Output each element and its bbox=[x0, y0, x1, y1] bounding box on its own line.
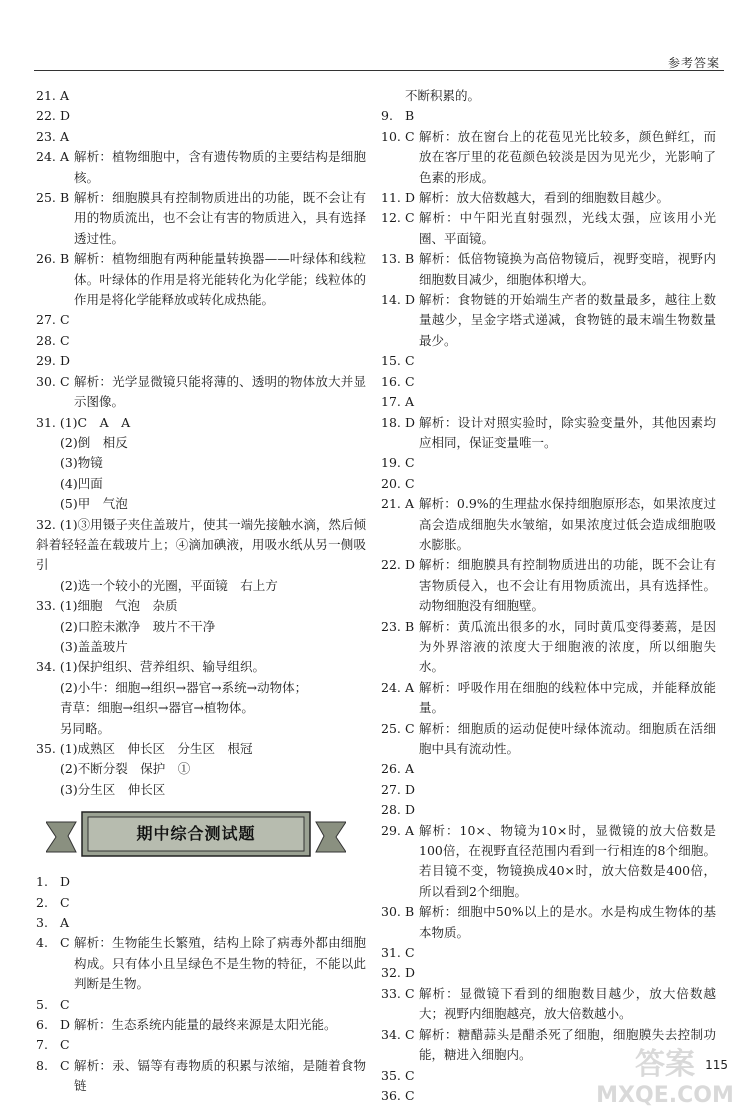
question-number: 8. bbox=[36, 1057, 48, 1073]
answer-letter: C bbox=[405, 353, 415, 369]
watermark-logo bbox=[590, 1040, 740, 1110]
answer-letter: C bbox=[60, 1037, 70, 1053]
continued-line: 不断积累的。 bbox=[405, 88, 481, 103]
answer-letter: D bbox=[405, 557, 416, 573]
answer-explanation: 解析：糖醋蒜头是醋杀死了细胞，细胞膜失去控制功能，糖进入细胞内。 bbox=[419, 1026, 716, 1063]
answer-item bbox=[36, 86, 366, 106]
answer-explanation bbox=[419, 351, 716, 371]
question-number: 24. bbox=[381, 679, 401, 695]
question-number: 30. bbox=[36, 373, 56, 389]
question-number: 26. bbox=[36, 251, 56, 267]
question-number: 18. bbox=[381, 414, 401, 430]
right-answer-list bbox=[381, 106, 716, 1106]
answer-item bbox=[381, 902, 716, 943]
answer-explanation bbox=[74, 106, 366, 126]
answer-letter: A bbox=[405, 496, 415, 512]
answer-line: 35. (1)成熟区 伸长区 分生区 根冠 bbox=[36, 741, 253, 756]
answer-letter: A bbox=[405, 394, 415, 410]
answer-explanation: 解析：放大倍数越大，看到的细胞数目越少。 bbox=[419, 190, 670, 206]
left-answer-list bbox=[36, 86, 366, 413]
svg-text:MXQE.COM: MXQE.COM bbox=[596, 1083, 734, 1108]
question-number: 9. bbox=[381, 108, 393, 124]
answer-letter: A bbox=[60, 915, 70, 931]
q33-block bbox=[36, 596, 366, 657]
question-number: 10. bbox=[381, 128, 401, 144]
question-number: 25. bbox=[36, 190, 56, 206]
question-number: 27. bbox=[36, 312, 56, 328]
answer-subline: (2)口腔未漱净 玻片不干净 bbox=[60, 618, 216, 634]
question-number: 26. bbox=[381, 761, 401, 777]
question-number: 29. bbox=[36, 353, 56, 369]
answer-explanation: 解析：植物细胞中，含有遗传物质的主要结构是细胞核。 bbox=[74, 149, 366, 185]
answer-item bbox=[36, 188, 366, 249]
answer-explanation: 解析：生态系统内能量的最终来源是太阳光能。 bbox=[74, 1017, 337, 1033]
answer-explanation bbox=[74, 351, 366, 371]
answer-item bbox=[381, 494, 716, 555]
question-number: 19. bbox=[381, 455, 401, 471]
question-number: 21. bbox=[381, 496, 401, 512]
answer-letter: D bbox=[405, 190, 416, 206]
answer-item bbox=[381, 127, 716, 188]
answer-explanation: 解析：黄瓜流出很多的水，同时黄瓜变得萎蔫，是因为外界溶液的浓度大于细胞液的浓度，所以细胞失水。 bbox=[419, 618, 716, 675]
answer-item bbox=[36, 872, 366, 892]
answer-item bbox=[36, 127, 366, 147]
question-number: 22. bbox=[381, 557, 401, 573]
question-number: 2. bbox=[36, 894, 48, 910]
answer-item bbox=[36, 372, 366, 413]
answer-item bbox=[381, 780, 716, 800]
answer-letter: A bbox=[60, 128, 70, 144]
question-number: 33. bbox=[381, 985, 401, 1001]
answer-explanation: 解析：食物链的开始端生产者的数量最多，越往上数量越少，呈金字塔式递减，食物链的最末端生物数量最少。 bbox=[419, 292, 716, 348]
question-number: 11. bbox=[381, 190, 401, 206]
question-number: 13. bbox=[381, 251, 401, 267]
answer-explanation bbox=[419, 963, 716, 983]
q35-block bbox=[36, 739, 366, 800]
answer-line: 33. (1)细胞 气泡 杂质 bbox=[36, 598, 178, 614]
question-number: 22. bbox=[36, 108, 56, 124]
answer-letter: C bbox=[60, 894, 70, 910]
answer-item bbox=[381, 800, 716, 820]
answer-subline: (2)倒 相反 bbox=[60, 434, 128, 450]
answer-explanation: 解析：0.9%的生理盐水保持细胞原形态，如果浓度过高会造成细胞失水皱缩，如果浓度过低会造成细胞吸水膨胀。 bbox=[419, 496, 716, 552]
question-number: 27. bbox=[381, 781, 401, 797]
answer-explanation: 解析：细胞膜具有控制物质进出的功能，既不会让有害物质侵入，也不会让有用物质流出，具有选择性。动物细胞没有细胞壁。 bbox=[419, 557, 716, 614]
answer-letter: D bbox=[60, 1017, 71, 1033]
answer-explanation: 解析：显微镜下看到的细胞数目越少，放大倍数越大；视野内细胞越亮，放大倍数越小。 bbox=[419, 985, 716, 1022]
answer-subline: (5)甲 气泡 bbox=[60, 496, 128, 512]
answer-item bbox=[381, 208, 716, 249]
answer-subline: (2)选一个较小的光圈，平面镜 右上方 bbox=[60, 577, 278, 593]
answer-letter: C bbox=[60, 373, 70, 389]
answer-letter: C bbox=[60, 312, 70, 328]
answer-item bbox=[381, 453, 716, 473]
answer-item bbox=[36, 310, 366, 330]
answer-item bbox=[36, 913, 366, 933]
question-number: 24. bbox=[36, 149, 56, 165]
question-number: 20. bbox=[381, 475, 401, 491]
answer-letter: C bbox=[405, 1026, 415, 1042]
answer-explanation bbox=[419, 392, 716, 412]
question-number: 23. bbox=[36, 128, 56, 144]
question-number: 31. bbox=[381, 945, 401, 961]
question-number: 3. bbox=[36, 915, 48, 931]
answer-explanation bbox=[419, 759, 716, 779]
answer-explanation: 解析：光学显微镜只能将薄的、透明的物体放大并显示图像。 bbox=[74, 373, 366, 410]
question-number: 30. bbox=[381, 904, 401, 920]
answer-letter: C bbox=[405, 475, 415, 491]
answer-letter: D bbox=[60, 874, 71, 890]
answer-letter: B bbox=[60, 251, 70, 267]
question-number: 34. bbox=[381, 1026, 401, 1042]
answer-letter: D bbox=[405, 781, 416, 797]
question-number: 1. bbox=[36, 874, 48, 890]
answer-explanation bbox=[419, 780, 716, 800]
answer-letter: C bbox=[60, 332, 70, 348]
answer-item bbox=[381, 392, 716, 412]
question-number: 7. bbox=[36, 1037, 48, 1053]
answer-letter: D bbox=[405, 292, 416, 308]
answer-explanation bbox=[74, 127, 366, 147]
question-number: 36. bbox=[381, 1087, 401, 1103]
question-number: 15. bbox=[381, 353, 401, 369]
answer-item bbox=[36, 331, 366, 351]
answer-item bbox=[381, 413, 716, 454]
right-column bbox=[381, 86, 716, 1106]
answer-subline: (4)凹面 bbox=[60, 475, 103, 491]
answer-explanation: 解析：生物能生长繁殖，结构上除了病毒外都由细胞构成。只有体小且呈绿色不是生物的特征，不能以此判断是生物。 bbox=[74, 935, 366, 992]
answer-item bbox=[381, 188, 716, 208]
answer-explanation: 解析：中午阳光直射强烈，光线太强，应该用小光圈、平面镜。 bbox=[419, 210, 716, 246]
answer-item bbox=[381, 351, 716, 371]
svg-text:答案: 答案 bbox=[635, 1047, 695, 1082]
answer-item bbox=[36, 147, 366, 188]
answer-subline: (3)物镜 bbox=[60, 455, 103, 471]
page-header-title: 参考答案 bbox=[667, 56, 720, 70]
answer-letter: D bbox=[405, 802, 416, 818]
answer-explanation: 解析：细胞质的运动促使叶绿体流动。细胞质在活细胞中具有流动性。 bbox=[419, 720, 716, 756]
question-number: 35. bbox=[381, 1067, 401, 1083]
answer-letter: C bbox=[60, 935, 70, 951]
answer-line: 31. (1)C A A bbox=[36, 414, 131, 430]
answer-letter: A bbox=[405, 822, 415, 838]
answer-letter: A bbox=[60, 88, 70, 103]
answer-item bbox=[36, 995, 366, 1015]
answer-letter: A bbox=[60, 149, 70, 165]
answer-item bbox=[381, 759, 716, 779]
answer-letter: B bbox=[405, 904, 415, 920]
answer-item bbox=[381, 984, 716, 1025]
q34-block bbox=[36, 657, 366, 739]
answer-explanation bbox=[74, 331, 366, 351]
left-column bbox=[36, 86, 366, 1097]
answer-item bbox=[381, 719, 716, 760]
answer-letter: A bbox=[405, 761, 415, 777]
page-number: 115 bbox=[705, 1058, 728, 1072]
answer-explanation: 解析：设计对照实验时，除实验变量外，其他因素均应相同，保证变量唯一。 bbox=[419, 414, 716, 450]
answer-letter: C bbox=[405, 373, 415, 389]
question-number: 5. bbox=[36, 996, 48, 1012]
answer-letter: B bbox=[405, 251, 415, 267]
answer-item bbox=[36, 1035, 366, 1055]
answer-explanation: 解析：植物细胞有两种能量转换器——叶绿体和线粒体。叶绿体的作用是将光能转化为化学能；线粒体的作用是将化学能释放或转化成热能。 bbox=[74, 251, 366, 308]
answer-explanation bbox=[74, 893, 366, 913]
answer-explanation: 解析：呼吸作用在细胞的线粒体中完成，并能释放能量。 bbox=[419, 679, 716, 716]
answer-item bbox=[381, 617, 716, 678]
answer-letter: D bbox=[405, 965, 416, 981]
answer-letter: C bbox=[405, 210, 415, 226]
answer-item bbox=[381, 678, 716, 719]
answer-explanation bbox=[74, 995, 366, 1015]
answer-line: 34. (1)保护组织、营养组织、输导组织。 bbox=[36, 659, 266, 675]
answer-explanation: 解析：放在窗台上的花苞见光比较多，颜色鲜红，而放在客厅里的花苞颜色较淡是因为见光少，光影响了色素的形成。 bbox=[419, 128, 716, 185]
section-banner-title: 期中综合测试题 bbox=[136, 824, 256, 844]
answer-letter: B bbox=[405, 108, 415, 124]
answer-item bbox=[36, 1056, 366, 1097]
answer-explanation bbox=[419, 372, 716, 392]
answer-explanation: 解析：细胞膜具有控制物质进出的功能，既不会让有用的物质流出，也不会让有害的物质进入，具有选择透过性。 bbox=[74, 190, 366, 246]
answer-explanation: 解析：细胞中50%以上的是水。水是构成生物体的基本物质。 bbox=[419, 904, 716, 940]
answer-subline: (3)分生区 伸长区 bbox=[60, 781, 166, 797]
answer-letter: D bbox=[405, 414, 416, 430]
answer-item bbox=[381, 943, 716, 963]
answer-item bbox=[36, 106, 366, 126]
answer-letter: C bbox=[405, 945, 415, 961]
answer-item bbox=[381, 555, 716, 616]
answer-letter: C bbox=[405, 1067, 415, 1083]
question-number: 14. bbox=[381, 292, 401, 308]
midterm-answer-list bbox=[36, 872, 366, 1096]
answer-explanation bbox=[419, 474, 716, 494]
answer-item bbox=[36, 249, 366, 310]
answer-letter: C bbox=[405, 720, 415, 736]
header-rule bbox=[34, 70, 724, 71]
answer-explanation: 解析：汞、镉等有毒物质的积累与浓缩，是随着食物链 bbox=[74, 1057, 366, 1094]
answer-explanation: 解析：低倍物镜换为高倍物镜后，视野变暗，视野内细胞数目减少，细胞体积增大。 bbox=[419, 251, 716, 287]
answer-subline: (2)不断分裂 保护 ① bbox=[60, 761, 191, 777]
answer-explanation bbox=[74, 86, 366, 106]
answer-explanation: 解析：10×、物镜为10×时，显微镜的放大倍数是100倍，在视野直径范围内看到一行相连的8个细胞。若目镜不变，物镜换成40×时，放大倍数是400倍，所以看到2个细胞。 bbox=[419, 822, 716, 899]
question-number: 23. bbox=[381, 618, 401, 634]
answer-item bbox=[381, 821, 716, 903]
question-number: 6. bbox=[36, 1017, 48, 1033]
answer-explanation bbox=[419, 943, 716, 963]
question-number: 4. bbox=[36, 935, 48, 951]
answer-letter: B bbox=[405, 618, 415, 634]
question-number: 28. bbox=[381, 802, 401, 818]
answer-letter: D bbox=[60, 108, 71, 124]
answer-letter: C bbox=[405, 128, 415, 144]
answer-letter: A bbox=[405, 679, 415, 695]
answer-subline: (3)盖盖玻片 bbox=[60, 638, 128, 654]
answer-explanation bbox=[74, 310, 366, 330]
answer-explanation bbox=[419, 453, 716, 473]
answer-item bbox=[381, 474, 716, 494]
answer-letter: C bbox=[405, 455, 415, 471]
answer-item bbox=[381, 963, 716, 983]
answer-letter: C bbox=[405, 1087, 415, 1103]
answer-letter: D bbox=[60, 353, 71, 369]
section-banner bbox=[46, 808, 346, 862]
answer-explanation bbox=[74, 913, 366, 933]
answer-item bbox=[36, 1015, 366, 1035]
answer-explanation bbox=[74, 1035, 366, 1055]
answer-explanation bbox=[74, 872, 366, 892]
answer-letter: C bbox=[60, 996, 70, 1012]
answer-subline: 青草：细胞→组织→器官→植物体。 bbox=[60, 700, 254, 716]
question-number: 17. bbox=[381, 394, 401, 410]
q32-block bbox=[36, 515, 366, 597]
answer-explanation bbox=[419, 106, 716, 126]
question-number: 21. bbox=[36, 88, 56, 103]
answer-subline: 另同略。 bbox=[60, 720, 111, 736]
q31-block bbox=[36, 413, 366, 515]
answer-item bbox=[381, 372, 716, 392]
question-number: 29. bbox=[381, 822, 401, 838]
question-number: 32. bbox=[381, 965, 401, 981]
answer-letter: C bbox=[405, 985, 415, 1001]
answer-letter: C bbox=[60, 1057, 70, 1073]
answer-letter: B bbox=[60, 190, 70, 206]
question-number: 16. bbox=[381, 373, 401, 389]
answer-explanation bbox=[419, 800, 716, 820]
question-number: 25. bbox=[381, 720, 401, 736]
answer-item bbox=[36, 351, 366, 371]
answer-item bbox=[381, 290, 716, 351]
answer-item bbox=[36, 893, 366, 913]
answer-subline: (2)小牛：细胞→组织→器官→系统→动物体； bbox=[60, 679, 308, 695]
answer-line: 32. (1)③用镊子夹住盖玻片，使其一端先接触水滴，然后倾斜着轻轻盖在载玻片上；④滴加碘液，用吸水纸从另一侧吸引 bbox=[36, 516, 366, 573]
answer-item bbox=[381, 249, 716, 290]
answer-item bbox=[381, 106, 716, 126]
answer-item bbox=[36, 933, 366, 994]
question-number: 28. bbox=[36, 332, 56, 348]
question-number: 12. bbox=[381, 210, 401, 226]
